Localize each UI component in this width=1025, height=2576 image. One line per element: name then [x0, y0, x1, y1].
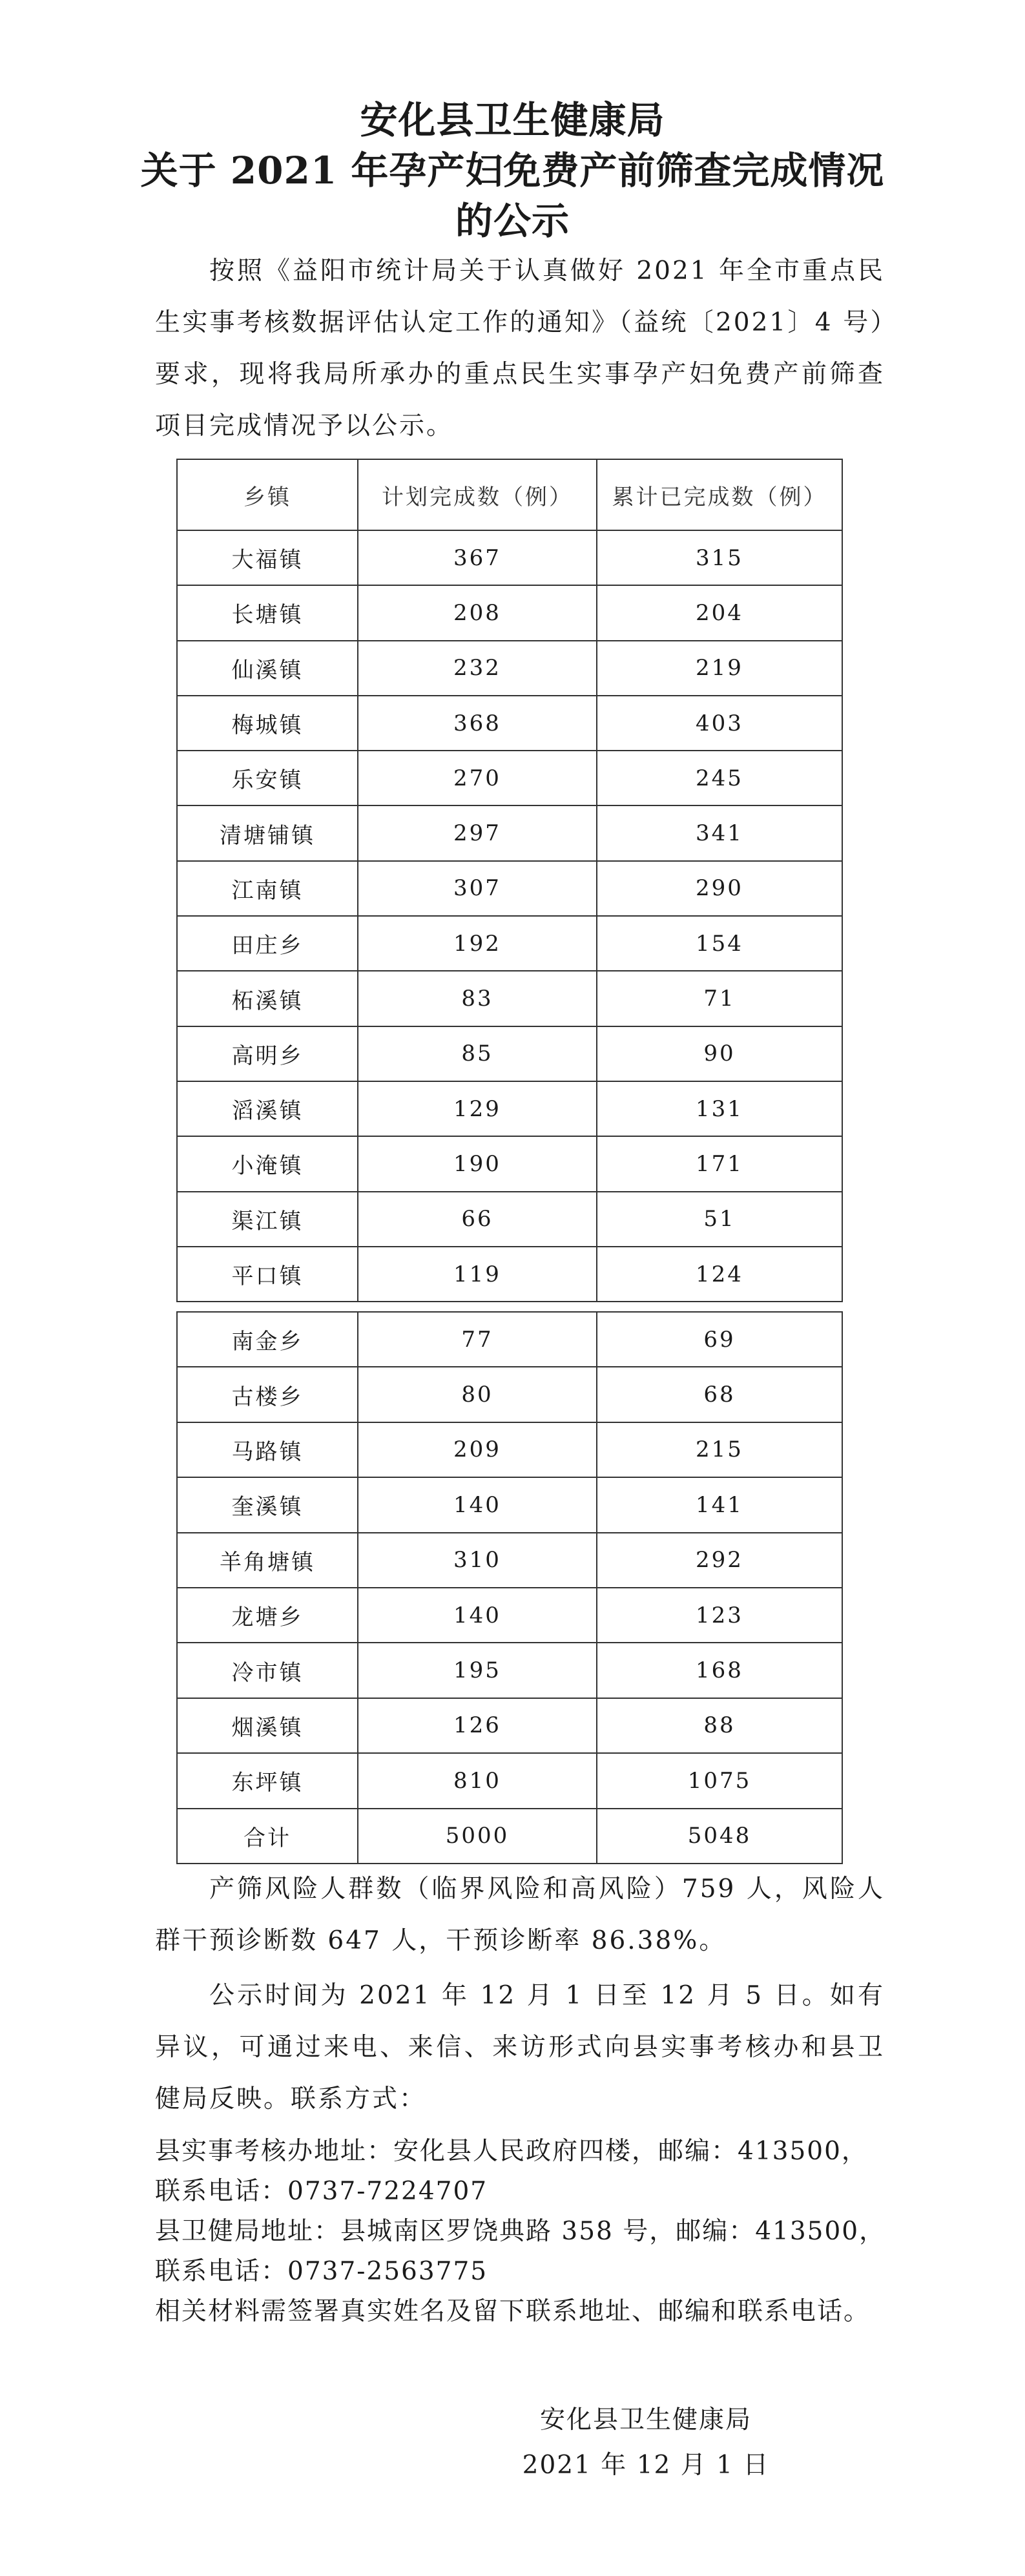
town-cell: 奎溪镇 [177, 1477, 358, 1532]
table-row [177, 751, 842, 805]
done-cell: 290 [597, 861, 842, 916]
table-row [177, 1192, 842, 1247]
table-row [177, 1588, 842, 1643]
done-cell: 245 [597, 751, 842, 805]
plan-cell: 119 [358, 1247, 597, 1302]
done-cell: 68 [597, 1367, 842, 1422]
done-cell: 168 [597, 1643, 842, 1698]
done-cell: 292 [597, 1533, 842, 1588]
town-cell: 龙塘乡 [177, 1588, 358, 1643]
table-row [177, 861, 842, 916]
signature-org: 安化县卫生健康局 [539, 2405, 752, 2435]
table-row [177, 916, 842, 971]
town-cell: 乐安镇 [177, 751, 358, 805]
table-row [177, 1422, 842, 1477]
contact-info [155, 2132, 898, 2332]
town-cell: 小淹镇 [177, 1136, 358, 1191]
town-cell: 高明乡 [177, 1026, 358, 1081]
town-cell: 仙溪镇 [177, 641, 358, 696]
table-row [177, 1643, 842, 1698]
plan-cell: 297 [358, 805, 597, 860]
table-row [177, 1081, 842, 1136]
plan-cell: 80 [358, 1367, 597, 1422]
notice-paragraph: 公示时间为 2021 年 12 月 1 日至 12 月 5 日。如有异议，可通过来电、来信、来访形式向县实事考核办和县卫健局反映。联系方式： [155, 1981, 885, 2114]
plan-cell: 208 [358, 585, 597, 640]
table-row [177, 971, 842, 1026]
table-row [177, 805, 842, 860]
table-row [177, 1753, 842, 1808]
town-cell: 合计 [177, 1809, 358, 1864]
plan-cell: 129 [358, 1081, 597, 1136]
done-cell: 215 [597, 1422, 842, 1477]
plan-cell: 5000 [358, 1809, 597, 1864]
done-cell: 141 [597, 1477, 842, 1532]
town-cell: 田庄乡 [177, 916, 358, 971]
table-row [177, 1247, 842, 1302]
done-cell: 71 [597, 971, 842, 1026]
town-cell: 平口镇 [177, 1247, 358, 1302]
done-cell: 5048 [597, 1809, 842, 1864]
screening-table-part-1 [176, 459, 843, 1302]
title-line-2: 关于 2021 年孕产妇免费产前筛查完成情况 [140, 149, 885, 192]
table-row [177, 585, 842, 640]
risk-paragraph: 产筛风险人群数（临界风险和高风险）759 人，风险人群干预诊断数 647 人，干预诊断率 86.38%。 [155, 1875, 885, 1955]
table-row [177, 641, 842, 696]
table-row [177, 1312, 842, 1367]
title-line-3: 的公示 [455, 199, 570, 243]
done-cell: 219 [597, 641, 842, 696]
town-cell: 大福镇 [177, 530, 358, 585]
plan-cell: 195 [358, 1643, 597, 1698]
plan-cell: 192 [358, 916, 597, 971]
plan-cell: 190 [358, 1136, 597, 1191]
done-cell: 131 [597, 1081, 842, 1136]
done-cell: 204 [597, 585, 842, 640]
plan-cell: 66 [358, 1192, 597, 1247]
town-cell: 羊角塘镇 [177, 1533, 358, 1588]
plan-cell: 810 [358, 1753, 597, 1808]
bureau-address: 县卫健局地址：县城南区罗饶典路 358 号，邮编：413500， [155, 2217, 886, 2246]
bureau-phone: 联系电话：0737-2563775 [155, 2257, 488, 2286]
town-cell: 滔溪镇 [177, 1081, 358, 1136]
table-row [177, 530, 842, 585]
table-row [177, 1809, 842, 1864]
done-cell: 123 [597, 1588, 842, 1643]
plan-cell: 310 [358, 1533, 597, 1588]
plan-cell: 209 [358, 1422, 597, 1477]
plan-cell: 83 [358, 971, 597, 1026]
town-cell: 东坪镇 [177, 1753, 358, 1808]
town-cell: 渠江镇 [177, 1192, 358, 1247]
plan-cell: 368 [358, 696, 597, 751]
town-cell: 南金乡 [177, 1312, 358, 1367]
office-phone: 联系电话：0737-7224707 [155, 2177, 488, 2206]
table-row [177, 1533, 842, 1588]
done-cell: 171 [597, 1136, 842, 1191]
done-cell: 154 [597, 916, 842, 971]
done-cell: 124 [597, 1247, 842, 1302]
town-cell: 清塘铺镇 [177, 805, 358, 860]
done-cell: 51 [597, 1192, 842, 1247]
town-cell: 马路镇 [177, 1422, 358, 1477]
title-line-1: 安化县卫生健康局 [360, 98, 665, 142]
header-town: 乡镇 [177, 459, 358, 530]
plan-cell: 232 [358, 641, 597, 696]
materials-requirement: 相关材料需签署真实姓名及留下联系地址、邮编和联系电话。 [155, 2297, 871, 2326]
done-cell: 341 [597, 805, 842, 860]
done-cell: 315 [597, 530, 842, 585]
town-cell: 长塘镇 [177, 585, 358, 640]
plan-cell: 85 [358, 1026, 597, 1081]
town-cell: 柘溪镇 [177, 971, 358, 1026]
done-cell: 403 [597, 696, 842, 751]
done-cell: 69 [597, 1312, 842, 1367]
table-row [177, 1136, 842, 1191]
plan-cell: 140 [358, 1477, 597, 1532]
header-done: 累计已完成数（例） [597, 459, 842, 530]
table-row [177, 1477, 842, 1532]
header-plan: 计划完成数（例） [358, 459, 597, 530]
plan-cell: 307 [358, 861, 597, 916]
town-cell: 梅城镇 [177, 696, 358, 751]
table-row [177, 696, 842, 751]
done-cell: 90 [597, 1026, 842, 1081]
town-cell: 古楼乡 [177, 1367, 358, 1422]
office-address: 县实事考核办地址：安化县人民政府四楼，邮编：413500， [155, 2137, 868, 2166]
table-row [177, 1698, 842, 1753]
signature-date: 2021 年 12 月 1 日 [522, 2451, 770, 2480]
done-cell: 1075 [597, 1753, 842, 1808]
town-cell: 烟溪镇 [177, 1698, 358, 1753]
table-row [177, 1367, 842, 1422]
plan-cell: 367 [358, 530, 597, 585]
screening-table-part-2 [176, 1311, 843, 1864]
plan-cell: 140 [358, 1588, 597, 1643]
done-cell: 88 [597, 1698, 842, 1753]
plan-cell: 126 [358, 1698, 597, 1753]
town-cell: 江南镇 [177, 861, 358, 916]
town-cell: 冷市镇 [177, 1643, 358, 1698]
table-row [177, 1026, 842, 1081]
intro-paragraph: 按照《益阳市统计局关于认真做好 2021 年全市重点民生实事考核数据评估认定工作的通知》（益统〔2021〕4 号）要求，现将我局所承办的重点民生实事孕产妇免费产前筛查项目完成情况予以公示。 [155, 256, 885, 441]
table-header-row [177, 459, 842, 530]
plan-cell: 270 [358, 751, 597, 805]
plan-cell: 77 [358, 1312, 597, 1367]
